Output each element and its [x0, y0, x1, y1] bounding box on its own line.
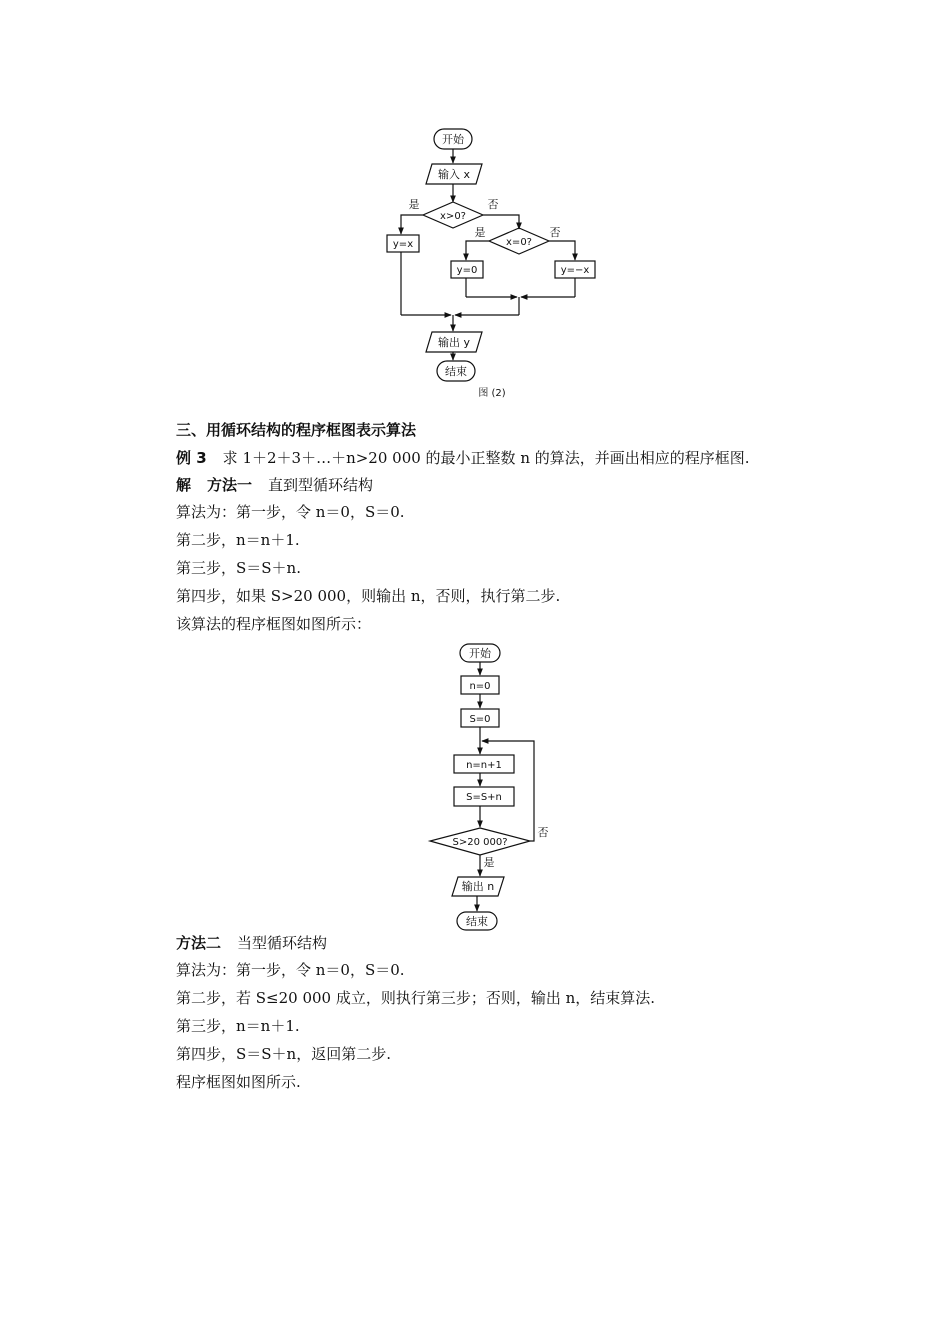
m1-step-4: 第四步，如果 S>20 000，则输出 n，否则，执行第二步. — [176, 587, 561, 605]
method2-label: 方法二 — [176, 934, 222, 952]
cond1-label: x>0? — [440, 211, 466, 222]
no-label-1: 否 — [487, 198, 499, 211]
m2-step-3: 第三步，n＝n＋1. — [176, 1017, 300, 1035]
no-label-3: 否 — [537, 826, 549, 839]
m2-step-4: 第四步，S＝S＋n，返回第二步. — [176, 1045, 391, 1063]
cond2-label: x=0? — [506, 237, 532, 248]
s-add-label: S=S+n — [466, 792, 502, 803]
cond-label-2: S>20 000? — [452, 837, 508, 848]
method1-label: 方法一 — [207, 476, 253, 494]
box-y-x-label: y=x — [392, 239, 414, 250]
output-label: 输出 y — [437, 336, 471, 349]
figure-caption: 图 (2) — [478, 388, 506, 399]
start-label: 开始 — [442, 133, 464, 146]
m1-step-1: 算法为：第一步，令 n＝0，S＝0. — [176, 503, 405, 521]
yes-label-3: 是 — [483, 856, 495, 869]
example-label: 例 3 — [176, 449, 207, 467]
yes-label-2: 是 — [474, 226, 486, 239]
s-0-label: S=0 — [469, 714, 491, 725]
m2-step-5: 程序框图如图所示. — [176, 1073, 301, 1091]
m1-step-3: 第三步，S＝S＋n. — [176, 559, 301, 577]
method2-header — [176, 933, 327, 953]
example-text: 求 1＋2＋3＋…＋n>20 000 的最小正整数 n 的算法，并画出相应的程序框图. — [222, 449, 750, 467]
solution-label: 解 — [176, 476, 192, 494]
box-y-0-label: y=0 — [456, 265, 478, 276]
end-label: 结束 — [445, 365, 467, 378]
n-0-label: n=0 — [469, 681, 491, 692]
start-label-2: 开始 — [469, 647, 491, 660]
box-y-negx-label: y=−x — [560, 265, 590, 276]
m1-step-2: 第二步，n＝n＋1. — [176, 531, 300, 549]
method2-title: 当型循环结构 — [237, 934, 328, 952]
m1-step-5: 该算法的程序框图如图所示： — [176, 615, 372, 633]
output-label-2: 输出 n — [461, 880, 495, 893]
method1-title: 直到型循环结构 — [268, 476, 374, 494]
n-inc-label: n=n+1 — [466, 760, 502, 771]
section-heading: 三、用循环结构的程序框图表示算法 — [176, 421, 417, 439]
end-label-2: 结束 — [466, 915, 488, 928]
yes-label-1: 是 — [408, 198, 420, 211]
no-label-2: 否 — [549, 226, 561, 239]
input-label: 输入 x — [437, 168, 471, 181]
m2-step-1: 算法为：第一步，令 n＝0，S＝0. — [176, 961, 405, 979]
m2-step-2: 第二步，若 S≤20 000 成立，则执行第三步；否则，输出 n，结束算法. — [176, 989, 656, 1007]
